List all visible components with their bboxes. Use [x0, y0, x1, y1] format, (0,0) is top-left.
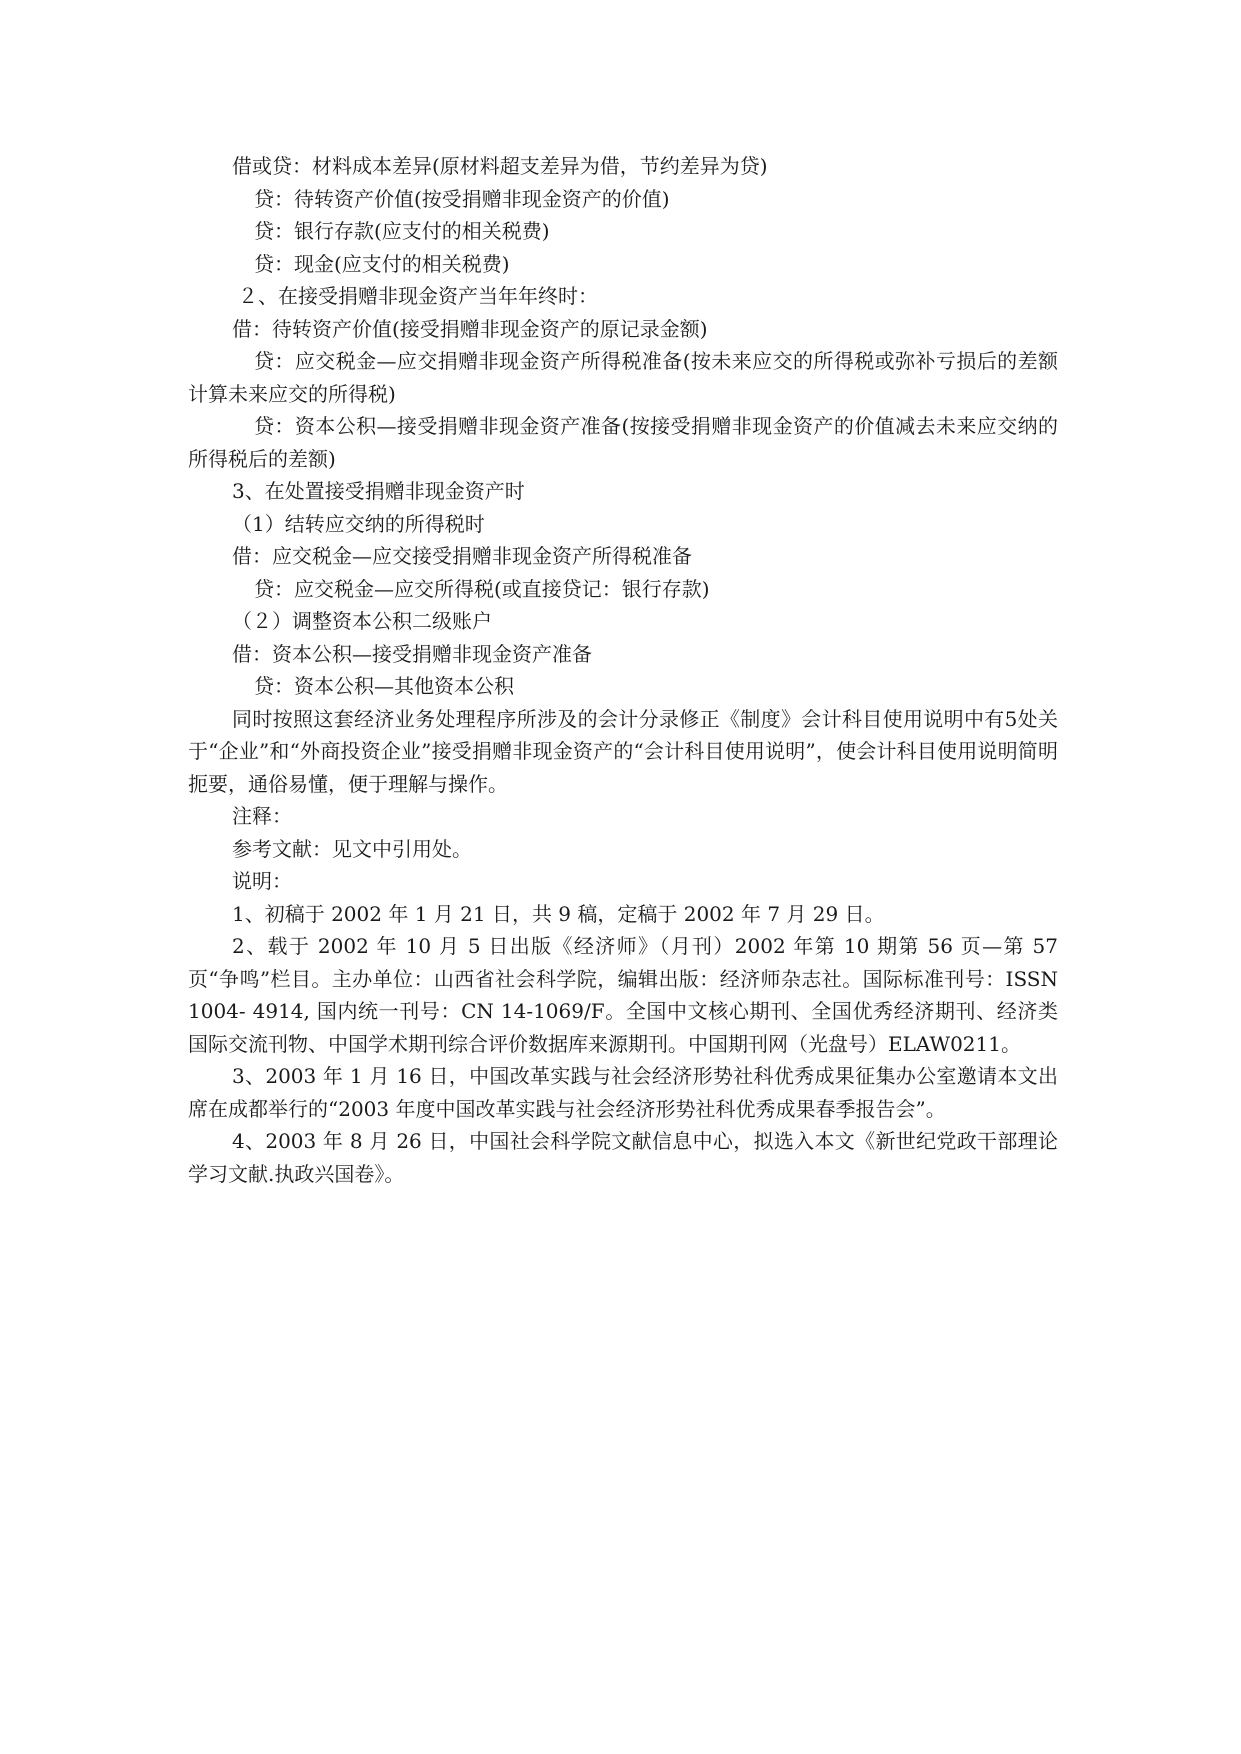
entry-line: 借或贷：材料成本差异(原材料超支差异为借，节约差异为贷) — [232, 154, 768, 178]
explanation-item: 1、初稿于 2002 年 1 月 21 日，共 9 稿，定稿于 2002 年 7 月 29 日。 — [232, 901, 885, 926]
document-page — [188, 150, 1058, 1190]
explanation-item: 2、载于 2002 年 10 月 5 日出版《经济师》（月刊）2002 年第 10 期第 56 页—第 57 页“争鸣”栏目。主办单位：山西省社会科学院，编辑出版：经济师杂志社。国际标准刊号：ISSN 1004- 4914, 国内统一刊号：CN 14-1069/F。全国中文核心期刊、全国优秀经济期刊、经济类国际交流刊物、中国学术期刊综合评价数据库来源期刊。中国期刊网（光盘号）ELAW0211。 — [188, 934, 1058, 1056]
notes-heading: 注释： — [232, 804, 292, 828]
entry-line: 贷：银行存款(应支付的相关税费) — [254, 219, 550, 243]
entry-line: 借：资本公积—接受捐赠非现金资产准备 — [232, 641, 592, 666]
explanation-item: 3、2003 年 1 月 16 日，中国改革实践与社会经济形势社科优秀成果征集办公室邀请本文出席在成都举行的“2003 年度中国改革实践与社会经济形势社科优秀成果春季报告会”。 — [188, 1064, 1058, 1121]
step-heading: ２、在接受捐赠非现金资产当年年终时： — [238, 284, 598, 308]
entry-line: 贷：应交税金—应交所得税(或直接贷记：银行存款) — [254, 576, 710, 601]
entry-paragraph: 贷：应交税金—应交捐赠非现金资产所得税准备(按未来应交的所得税或弥补亏损后的差额计算未来应交的所得税) — [188, 349, 1058, 406]
entry-line: 贷：资本公积—其他资本公积 — [254, 674, 514, 698]
sub-step-heading: （1）结转应交纳的所得税时 — [232, 511, 485, 536]
body-paragraph: 同时按照这套经济业务处理程序所涉及的会计分录修正《制度》会计科目使用说明中有5处关于“企业”和“外商投资企业”接受捐赠非现金资产的“会计科目使用说明”，使会计科目使用说明简明扼要，通俗易懂，便于理解与操作。 — [188, 706, 1058, 796]
entry-line: 贷：现金(应支付的相关税费) — [254, 251, 510, 276]
references-line: 参考文献：见文中引用处。 — [232, 836, 472, 861]
entry-paragraph: 贷：资本公积—接受捐赠非现金资产准备(按接受捐赠非现金资产的价值减去未来应交纳的所得税后的差额) — [188, 414, 1058, 471]
explanation-item: 4、2003 年 8 月 26 日，中国社会科学院文献信息中心，拟选入本文《新世纪党政干部理论学习文献.执政兴国卷》。 — [188, 1129, 1058, 1186]
sub-step-heading: （２）调整资本公积二级账户 — [232, 609, 492, 633]
explanation-heading: 说明： — [232, 869, 292, 893]
entry-line: 贷：待转资产价值(按受捐赠非现金资产的价值) — [254, 186, 670, 211]
step-heading: 3、在处置接受捐赠非现金资产时 — [232, 479, 525, 503]
entry-line: 借：应交税金—应交接受捐赠非现金资产所得税准备 — [232, 544, 692, 568]
entry-line: 借：待转资产价值(接受捐赠非现金资产的原记录金额) — [232, 316, 708, 341]
